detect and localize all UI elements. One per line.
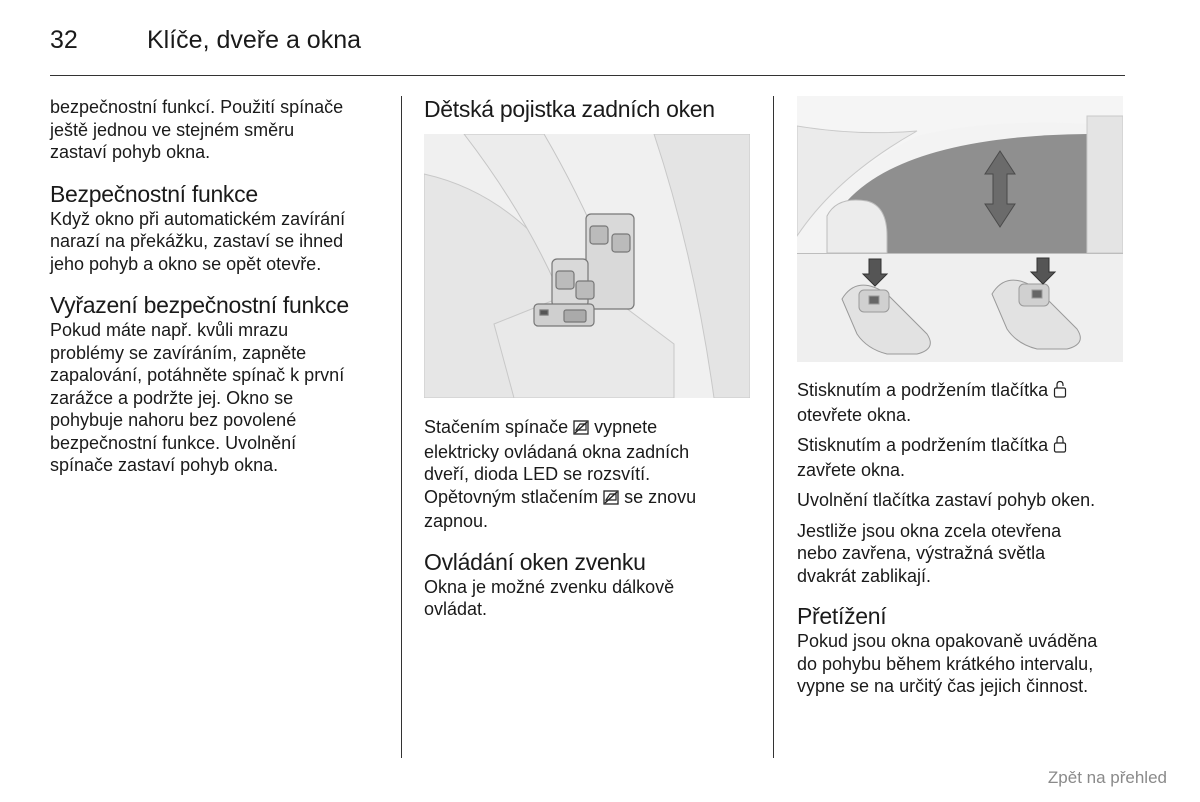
open-instruction: Stisknutím a podržením tlačítka xyxy=(797,380,1049,400)
disable-text: Pokud máte např. kvůli mrazu xyxy=(50,320,289,340)
unlock-icon xyxy=(1053,380,1067,404)
heading-safety-function: Bezpečnostní funkce xyxy=(50,180,258,207)
column-divider-2 xyxy=(773,96,774,758)
safety-text: narazí na překážku, zastaví se ihned xyxy=(50,231,344,251)
key-fob-left xyxy=(842,259,930,354)
back-to-overview-link[interactable]: Zpět na přehled xyxy=(1047,768,1167,787)
header-divider xyxy=(50,75,1125,76)
column-3-text xyxy=(797,379,1127,698)
disable-text: pohybuje nahoru bez povolené xyxy=(50,410,297,430)
remote-text: Okna je možné zvenku dálkově xyxy=(424,576,675,597)
child-lock-line: elektricky ovládaná okna zadních xyxy=(424,441,690,462)
chapter-title: Klíče, dveře a okna xyxy=(147,26,362,54)
disable-text: spínače zastaví pohyb okna. xyxy=(50,455,279,475)
intro-line: ještě jednou ve stejném směru xyxy=(50,119,295,140)
disable-text: zapalování, potáhněte spínač k první xyxy=(50,365,345,385)
release-text: Uvolnění tlačítka zastaví pohyb oken. xyxy=(797,490,1096,510)
overload-text: vypne se na určitý čas jejich činnost. xyxy=(797,676,1089,696)
heading-remote-control: Ovládání oken zvenku xyxy=(424,548,646,575)
safety-text: Když okno při automatickém zavírání xyxy=(50,208,346,229)
column-2 xyxy=(424,96,754,123)
child-lock-line: dveří, dioda LED se rozsvítí. xyxy=(424,464,651,484)
window-switch-illustration xyxy=(424,134,750,398)
disable-text: bezpečnostní funkce. Uvolnění xyxy=(50,432,297,453)
intro-line: bezpečnostní funkcí. Použití spínače xyxy=(50,97,344,117)
lock-icon xyxy=(1053,435,1067,459)
child-lock-line: se znovu xyxy=(624,486,697,507)
overload-text: do pohybu během krátkého intervalu, xyxy=(797,653,1094,674)
key-fob-right xyxy=(992,258,1080,349)
child-lock-line: vypnete xyxy=(594,417,658,437)
heading-child-lock: Dětská pojistka zadních oken xyxy=(424,96,715,122)
child-lock-line: zapnou. xyxy=(424,511,489,531)
safety-text: jeho pohyb a okno se opět otevře. xyxy=(50,253,322,274)
open-instruction: otevřete okna. xyxy=(797,404,912,425)
remote-key-illustration xyxy=(797,253,1123,362)
heading-disable-safety: Vyřazení bezpečnostní funkce xyxy=(50,292,349,318)
overload-text: Pokud jsou okna opakovaně uváděna xyxy=(797,631,1098,651)
car-window-illustration xyxy=(797,96,1123,253)
blink-text: Jestliže jsou okna zcela otevřena xyxy=(797,520,1062,541)
child-lock-line: Opětovným stlačením xyxy=(424,486,599,507)
blink-text: dvakrát zablikají. xyxy=(797,565,932,586)
close-instruction: Stisknutím a podržením tlačítka xyxy=(797,435,1049,455)
column-1 xyxy=(50,96,386,477)
blink-text: nebo zavřena, výstražná světla xyxy=(797,543,1046,563)
heading-overload: Přetížení xyxy=(797,603,887,629)
disable-text: zarážce a podržte jej. Okno se xyxy=(50,387,294,408)
page-header xyxy=(50,26,1125,56)
rear-window-lock-icon xyxy=(573,418,589,441)
disable-text: problémy se zavíráním, zapněte xyxy=(50,342,307,363)
child-lock-text xyxy=(424,416,754,621)
intro-line: zastaví pohyb okna. xyxy=(50,142,211,162)
rear-window-lock-icon xyxy=(603,488,619,511)
remote-text: ovládat. xyxy=(424,599,488,619)
child-lock-line: Stačením spínače xyxy=(424,417,569,437)
column-divider-1 xyxy=(401,96,402,758)
close-instruction: zavřete okna. xyxy=(797,459,906,480)
page-number: 32 xyxy=(50,26,78,54)
